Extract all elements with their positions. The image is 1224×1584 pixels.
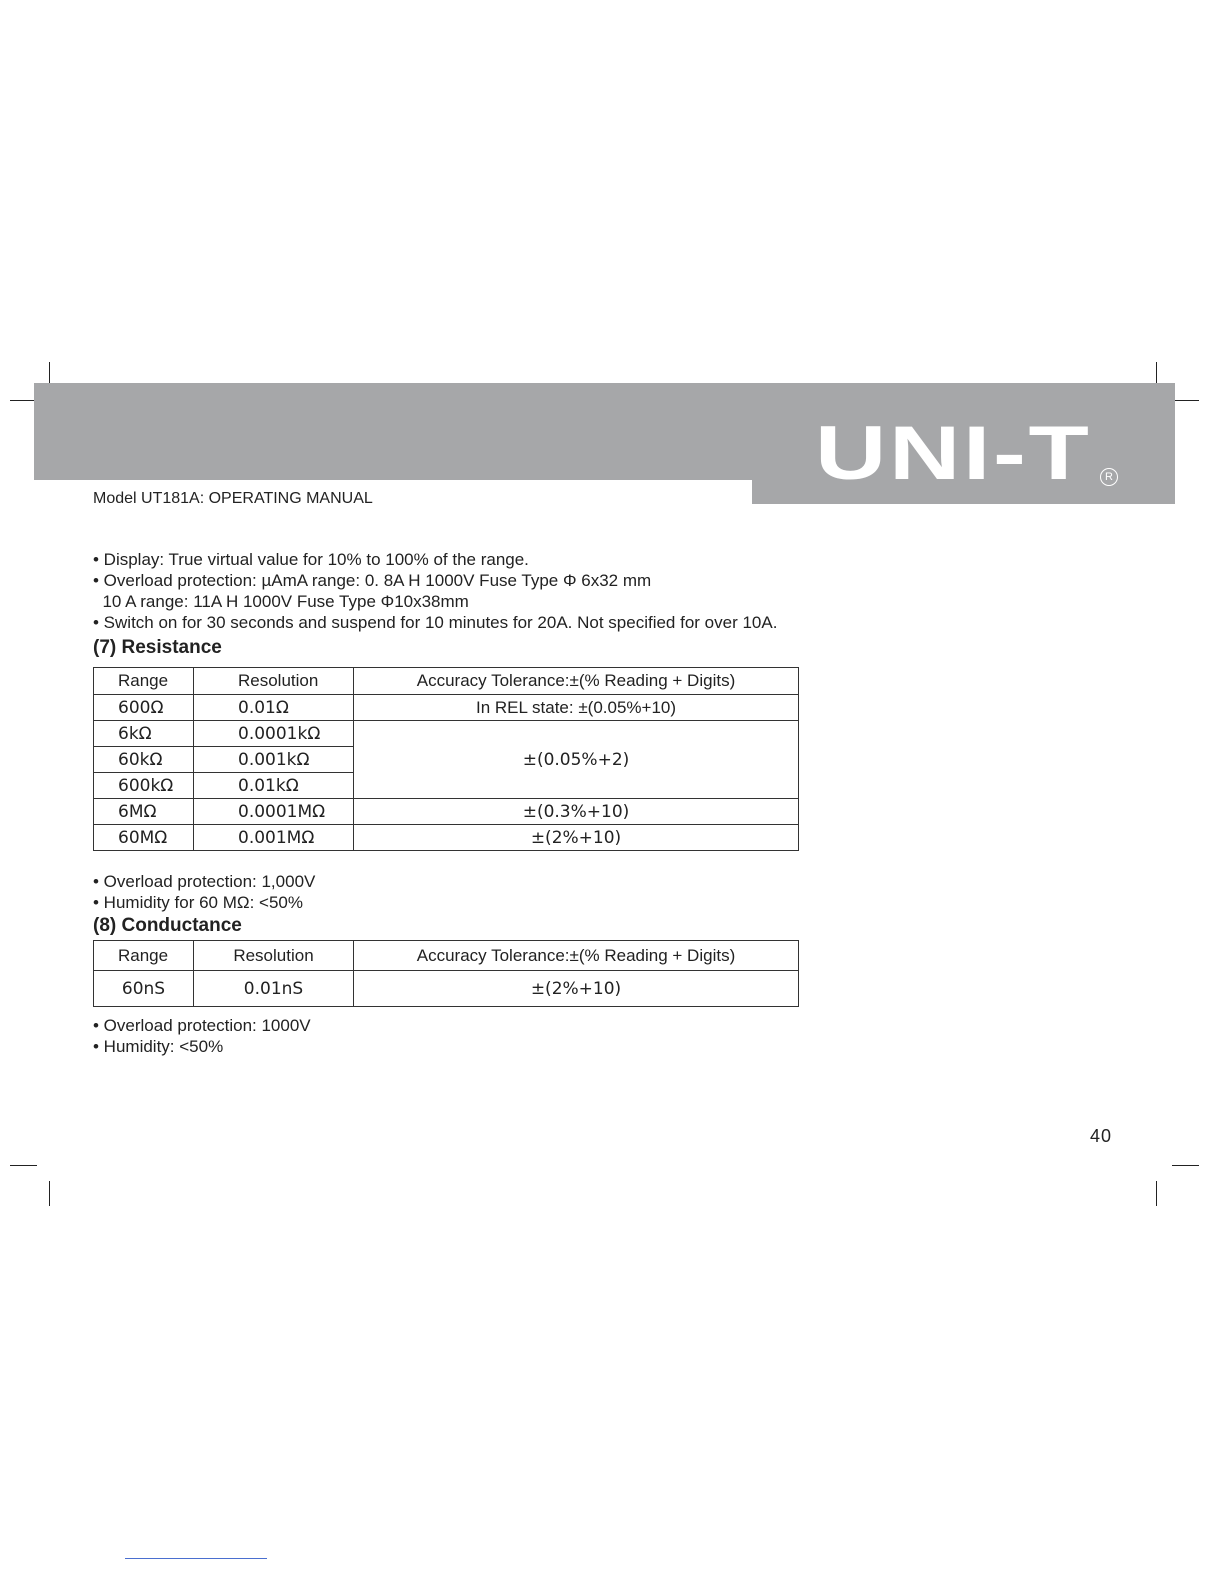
resistance-table — [93, 667, 799, 851]
accuracy-cell: ±(0.3%+10) — [354, 799, 799, 825]
accuracy-cell: In REL state: ±(0.05%+10) — [354, 695, 799, 721]
range-cell: 60nS — [94, 971, 194, 1007]
column-header-resolution: Resolution — [194, 668, 354, 695]
page-number: 40 — [1090, 1126, 1113, 1146]
conductance-heading: (8) Conductance — [93, 915, 242, 936]
intro-bullet-list — [93, 549, 777, 633]
resolution-cell: 0.001MΩ — [194, 825, 354, 851]
resistance-heading: (7) Resistance — [93, 637, 222, 658]
table-row — [94, 695, 799, 721]
list-item: • Display: True virtual value for 10% to 100% of the range. — [93, 550, 529, 569]
list-item: • Overload protection: µAmA range: 0. 8A H 1000V Fuse Type Φ 6x32 mm — [93, 571, 652, 590]
column-header-range: Range — [94, 941, 194, 971]
model-line: Model UT181A: OPERATING MANUAL — [93, 490, 373, 507]
table-header-row — [94, 941, 799, 971]
conductance-table — [93, 940, 799, 1007]
list-item: • Humidity: <50% — [93, 1037, 224, 1056]
table-row — [94, 971, 799, 1007]
brand-logo: UNI-T — [815, 411, 1092, 496]
table-header-row — [94, 668, 799, 695]
crop-mark — [1156, 1181, 1157, 1206]
list-item: • Switch on for 30 seconds and suspend for 10 minutes for 20A. Not specified for over 10A. — [93, 613, 778, 632]
list-item: • Overload protection: 1000V — [93, 1016, 311, 1035]
list-item: • Overload protection: 1,000V — [93, 872, 316, 891]
column-header-accuracy: Accuracy Tolerance:±(% Reading + Digits) — [354, 668, 799, 695]
column-header-range: Range — [94, 668, 194, 695]
column-header-accuracy: Accuracy Tolerance:±(% Reading + Digits) — [354, 941, 799, 971]
resolution-cell: 0.01kΩ — [194, 773, 354, 799]
range-cell: 600Ω — [94, 695, 194, 721]
accuracy-cell: ±(2%+10) — [354, 825, 799, 851]
resistance-notes — [93, 871, 315, 913]
resolution-cell: 0.001kΩ — [194, 747, 354, 773]
crop-mark — [1172, 1165, 1199, 1166]
column-header-resolution: Resolution — [194, 941, 354, 971]
table-row — [94, 799, 799, 825]
crop-mark — [49, 1181, 50, 1206]
registered-mark-icon: R — [1100, 468, 1118, 486]
range-cell: 600kΩ — [94, 773, 194, 799]
resolution-cell: 0.01nS — [194, 971, 354, 1007]
table-row — [94, 825, 799, 851]
table-row — [94, 721, 799, 747]
resolution-cell: 0.0001MΩ — [194, 799, 354, 825]
list-item: • Humidity for 60 MΩ: <50% — [93, 893, 303, 912]
range-cell: 60kΩ — [94, 747, 194, 773]
resolution-cell: 0.0001kΩ — [194, 721, 354, 747]
range-cell: 6kΩ — [94, 721, 194, 747]
conductance-notes — [93, 1015, 311, 1057]
range-cell: 60MΩ — [94, 825, 194, 851]
accuracy-cell: ±(2%+10) — [354, 971, 799, 1007]
crop-mark — [1175, 400, 1199, 401]
accuracy-cell: ±(0.05%+2) — [354, 721, 799, 799]
list-item: 10 A range: 11A H 1000V Fuse Type Φ10x38mm — [93, 592, 469, 611]
range-cell: 6MΩ — [94, 799, 194, 825]
resolution-cell: 0.01Ω — [194, 695, 354, 721]
crop-mark — [10, 400, 34, 401]
footer-rule — [125, 1558, 267, 1559]
crop-mark — [10, 1165, 37, 1166]
